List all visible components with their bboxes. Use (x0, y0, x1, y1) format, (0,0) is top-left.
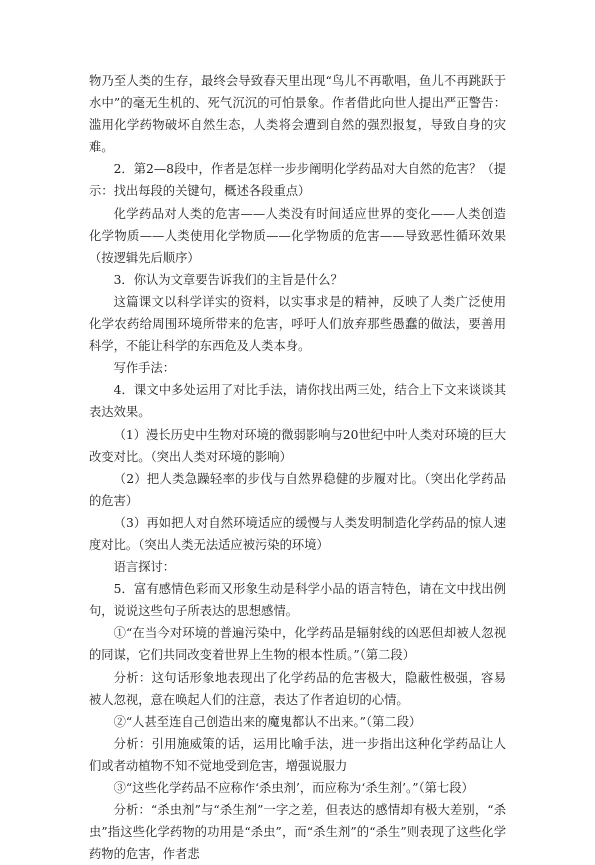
paragraph-answer-4-2: （2）把人类急躁轻率的步伐与自然界稳健的步履对比。（突出化学药品的危害） (89, 471, 506, 508)
paragraph-question-4: 4．课文中多处运用了对比手法，请你找出两三处，结合上下文来谈谈其表达效果。 (89, 383, 506, 420)
paragraph-answer-4-1: （1）漫长历史中生物对环境的微弱影响与20世纪中叶人类对环境的巨大改变对比。（突出人类对环境的影响） (89, 427, 506, 464)
section-heading-language: 语言探讨： (113, 560, 176, 575)
paragraph-answer-3: 这篇课文以科学详实的资料，以实事求是的精神，反映了人类广泛使用化学农药给周围环境所带来的危害，呼吁人们放弃那些愚蠢的做法，要善用科学，不能让科学的东西危及人类本身。 (89, 294, 506, 354)
paragraph-1: 物乃至人类的生存，最终会导致春天里出现“鸟儿不再歌唱，鱼儿不再跳跃于水中”的毫无生机的、死气沉沉的可怕景象。作者借此向世人提出严正警告：滥用化学药物破坏自然生态，人类将会遭到自然的强烈报复，导致自身的灾难。 (89, 74, 506, 155)
paragraph-question-3: 3．你认为文章要告诉我们的主旨是什么？ (113, 272, 343, 287)
paragraph-question-2: 2．第2—8段中，作者是怎样一步步阐明化学药品对大自然的危害？（提示：找出每段的关键句，概述各段重点） (89, 162, 506, 199)
paragraph-analysis-1: 分析：这句话形象地表现出了化学药品的危害极大，隐蔽性极强，容易被人忽视，意在唤起人们的注意，表达了作者迫切的心情。 (89, 670, 506, 707)
paragraph-example-1: ①“在当今对环境的普遍污染中，化学药品是辐射线的凶恶但却被人忽视的同谋，它们共同改变着世界上生物的根本性质。”（第二段） (89, 626, 506, 663)
paragraph-answer-4-3: （3）再如把人对自然环境适应的缓慢与人类发明制造化学药品的惊人速度对比。（突出人类无法适应被污染的环境） (89, 515, 506, 552)
section-heading-writing: 写作手法： (113, 361, 176, 376)
paragraph-answer-2: 化学药品对人类的危害——人类没有时间适应世界的变化——人类创造化学物质——人类使用化学物质——化学物质的危害——导致恶性循环效果（按逻辑先后顺序） (89, 206, 506, 265)
paragraph-example-2: ②“人甚至连自己创造出来的魔鬼都认不出来。”（第二段） (113, 714, 422, 729)
paragraph-example-3: ③“这些化学药品不应称作‘杀虫剂’，而应称为‘杀生剂’。”（第七段） (113, 781, 474, 795)
paragraph-analysis-3: 分析：“杀虫剂”与“杀生剂”一字之差，但表达的感情却有极大差别，“杀虫”指这些化学药物的功用是“杀虫”，而“杀生剂”的“杀生”则表现了这些化学药物的危害，作者悲 (89, 803, 506, 862)
paragraph-question-5: 5．富有感情色彩而又形象生动是科学小品的语言特色，请在文中找出例句，说说这些句子所表达的思想感情。 (89, 582, 506, 619)
paragraph-analysis-2: 分析：引用施威策的话，运用比喻手法，进一步指出这种化学药品让人们或者动植物不知不觉地受到危害，增强说服力 (89, 736, 506, 773)
